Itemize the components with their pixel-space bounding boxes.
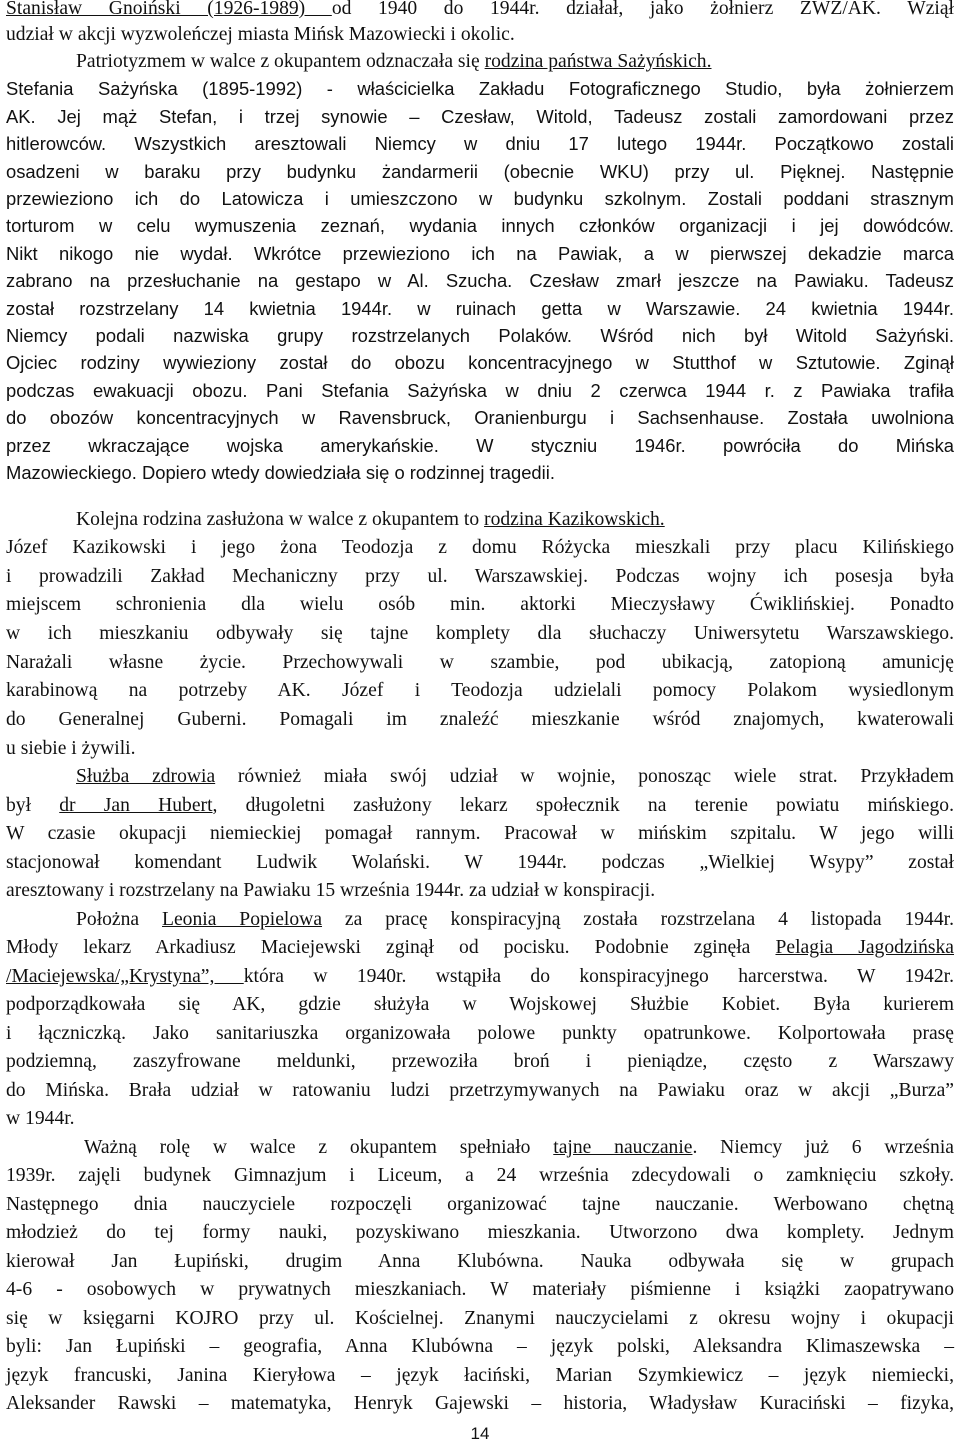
text-line xyxy=(6,1161,954,1190)
text-run: stacjonował komendant Ludwik Wolański. W 1944r. podczas „Wielkiej Wsypy” został xyxy=(6,852,954,873)
paragraph-start-line xyxy=(6,505,954,534)
text-run: W czasie okupacji niemieckiej pomagał rannym. Pracował w mińskim szpitalu. W jego willi xyxy=(6,823,954,844)
text-line xyxy=(6,1190,954,1219)
text-run: język francuski, Janina Kieryłowa – język łaciński, Marian Szymkiewicz – język niemiecki, xyxy=(6,1365,954,1386)
text-line xyxy=(6,705,954,734)
text-run: Stefania Sażyńska (1895-1992) - właścicielka Zakładu Fotograficznego Studio, była żołnierzem xyxy=(6,78,954,99)
text-run: , długoletni zasłużony lekarz społecznik na terenie powiatu mińskiego. xyxy=(212,795,954,816)
text-run: w 1944r. xyxy=(6,1108,75,1129)
text-line xyxy=(6,348,954,377)
text-run: karabinową na potrzeby AK. Józef i Teodozja udzielali pomocy Polakom wysiedlonym xyxy=(6,680,954,701)
text-run: Patriotyzmem w walce z okupantem odznaczała się xyxy=(76,51,485,72)
underlined-name: Leonia Popielowa xyxy=(162,909,323,930)
text-run: u siebie i żywili. xyxy=(6,738,136,759)
text-run: podziemną, zaszyfrowane meldunki, przewoziła broń i pieniądze, często z Warszawy xyxy=(6,1051,954,1072)
text-run: miejscem schronienia dla wielu osób min. aktorki Mieczysławy Ćwiklińskiej. Ponadto xyxy=(6,594,954,615)
text-line xyxy=(6,1332,954,1361)
text-run: aresztowany i rozstrzelany na Pawiaku 15 września 1944r. za udział w konspiracji. xyxy=(6,880,656,901)
text-line xyxy=(6,590,954,619)
text-line xyxy=(6,962,954,991)
text-run: za pracę konspiracyjną została rozstrzelana 4 listopada 1944r. xyxy=(322,909,954,930)
text-run: osadzeni w baraku przy budynku żandarmerii (obecnie WKU) przy ul. Pięknej. Następnie xyxy=(6,161,954,182)
text-line xyxy=(6,676,954,705)
text-run: się w księgarni KOJRO przy ul. Kościelnej. Znanymi nauczycielami z okresu wojny i okupacji xyxy=(6,1308,954,1329)
text-line xyxy=(6,1275,954,1304)
text-run: podporządkowała się AK, gdzie służyła w Wojskowej Służbie Kobiet. Była kurierem xyxy=(6,994,954,1015)
text-run: byli: Jan Łupiński – geografia, Anna Klubówna – język polski, Aleksandra Klimaszewska – xyxy=(6,1336,954,1357)
text-run: 1939r. zajęli budynek Gimnazjum i Liceum, a 24 września zdecydowali o zamknięciu szkoły. xyxy=(6,1165,954,1186)
text-run: i łączniczką. Jako sanitariuszka organizowała polowe punkty opatrunkowe. Kolportowała prasę xyxy=(6,1023,954,1044)
text-line xyxy=(6,74,954,103)
text-run: Nikt nikogo nie wydał. Wkrótce przewieziono ich na Pawiak, a w pierwszej dekadzie marca xyxy=(6,243,954,264)
text-line xyxy=(6,239,954,268)
text-line xyxy=(6,129,954,158)
text-run: Położna xyxy=(76,909,163,930)
text-line xyxy=(6,819,954,848)
text-line xyxy=(6,20,954,49)
text-run: również miała swój udział w wojnie, ponosząc wiele strat. Przykładem xyxy=(215,766,954,787)
text-run: Ważną rolę w walce z okupantem spełniało xyxy=(84,1137,554,1158)
text-run: w ich mieszkaniu odbywały się tajne komplety dla słuchaczy Uniwersytetu Warszawskiego. xyxy=(6,623,954,644)
text-run: młodzież do tej formy nauki, pozyskiwano mieszkania. Utworzono dwa komplety. Jednym xyxy=(6,1222,954,1243)
text-run: i prowadzili Zakład Mechaniczny przy ul. Warszawskiej. Podczas wojny ich posesja była xyxy=(6,566,954,587)
underlined-name: dr Jan Hubert xyxy=(59,795,213,816)
paragraph-start-line xyxy=(6,1133,954,1162)
text-line xyxy=(6,1076,954,1105)
text-line xyxy=(6,294,954,323)
text-line xyxy=(6,1218,954,1247)
text-run: Józef Kazikowski i jego żona Teodozja z domu Różycka mieszkali przy placu Kilińskiego xyxy=(6,537,954,558)
underlined-topic: Służba zdrowia xyxy=(76,766,216,787)
paragraph-start-line xyxy=(6,47,954,76)
paragraph-start-line xyxy=(6,905,954,934)
underlined-name: Stanisław Gnoiński (1926-1989) xyxy=(6,0,332,19)
text-line xyxy=(6,266,954,295)
text-run: do Mińska. Brała udział w ratowaniu ludzi przetrzymywanych na Pawiaku oraz w akcji „Burza” xyxy=(6,1080,954,1101)
text-line xyxy=(6,562,954,591)
text-run: do Generalnej Guberni. Pomagali im znaleźć mieszkanie wśród znajomych, kwaterowali xyxy=(6,709,954,730)
text-line xyxy=(6,1304,954,1333)
text-line xyxy=(6,1361,954,1390)
underlined-name: Pelagia Jagodzińska xyxy=(775,937,955,958)
text-run: . Niemcy już 6 września xyxy=(692,1137,954,1158)
text-run: przez wkraczające wojska amerykańskie. W styczniu 1946r. powróciła do Mińska xyxy=(6,435,954,456)
text-line xyxy=(6,533,954,562)
text-run: która w 1940r. wstąpiła do konspiracyjnego harcerstwa. W 1942r. xyxy=(243,966,954,987)
text-line xyxy=(6,791,954,820)
text-run: został rozstrzelany 14 kwietnia 1944r. w ruinach getta w Warszawie. 24 kwietnia 1944r. xyxy=(6,298,954,319)
underlined-family-name: rodzina Kazikowskich. xyxy=(484,509,665,530)
text-line xyxy=(6,1019,954,1048)
text-line xyxy=(6,157,954,186)
text-run: Kolejna rodzina zasłużona w walce z okupantem to xyxy=(76,509,485,530)
text-line xyxy=(6,990,954,1019)
underlined-name: /Maciejewska/„Krystyna”, xyxy=(6,966,244,987)
page-number: 14 xyxy=(470,1424,490,1443)
text-run: udział w akcji wyzwoleńczej miasta Mińsk Mazowiecki i okolic. xyxy=(6,24,515,45)
text-line xyxy=(6,619,954,648)
text-run: zabrano na przesłuchanie na gestapo w Al. Szucha. Czesław zmarł jeszcze na Pawiaku. Tadeusz xyxy=(6,270,954,291)
paragraph-start-line xyxy=(6,762,954,791)
text-line xyxy=(6,102,954,131)
text-line xyxy=(6,1247,954,1276)
text-run: Aleksander Rawski – matematyka, Henryk Gajewski – historia, Władysław Kuraciński – fizyka, xyxy=(6,1393,954,1414)
text-line xyxy=(6,1104,954,1133)
text-run: hitlerowców. Wszystkich aresztowali Niemcy w dniu 17 lutego 1944r. Początkowo zostali xyxy=(6,133,954,154)
text-line xyxy=(6,933,954,962)
text-run: kierował Jan Łupiński, drugim Anna Klubówna. Nauka odbywała się w grupach xyxy=(6,1251,954,1272)
text-run: Narażali własne życie. Przechowywali w szambie, pod ubikacją, zatopioną amunicję xyxy=(6,652,954,673)
text-run: Młody lekarz Arkadiusz Maciejewski zginął od pocisku. Podobnie zginęła xyxy=(6,937,776,958)
text-line xyxy=(6,1389,954,1418)
underlined-family-name: rodzina państwa Sażyńskich. xyxy=(484,51,712,72)
text-run: Ojciec rodziny wywieziony został do obozu koncentracyjnego w Stutthof w Sztutowie. Zginął xyxy=(6,352,954,373)
text-run: 4-6 - osobowych w prywatnych mieszkaniach. W materiały piśmienne i książki zaopatrywano xyxy=(6,1279,954,1300)
text-line xyxy=(6,734,954,763)
text-run: od 1940 do 1944r. działał, jako żołnierz ZWZ/AK. Wziął xyxy=(331,0,954,19)
text-run: Następnego dnia nauczyciele rozpoczęli organizować tajne nauczanie. Werbowano chętną xyxy=(6,1194,954,1215)
text-run: do obozów koncentracyjnych w Ravensbruck, Oranienburgu i Sachsenhause. Została uwolniona xyxy=(6,407,954,428)
text-line xyxy=(6,848,954,877)
text-run: Mazowieckiego. Dopiero wtedy dowiedziała się o rodzinnej tragedii. xyxy=(6,462,555,483)
text-line xyxy=(6,1047,954,1076)
text-run: torturom w celu wymuszenia zeznań, wydania innych członków organizacji i jej dowódców. xyxy=(6,215,954,236)
text-run: AK. Jej mąż Stefan, i trzej synowie – Czesław, Witold, Tadeusz zostali zamordowani przez xyxy=(6,106,954,127)
text-line xyxy=(6,321,954,350)
text-line xyxy=(6,184,954,213)
text-run: podczas ewakuacji obozu. Pani Stefania Sażyńska w dniu 2 czerwca 1944 r. z Pawiaka trafiła xyxy=(6,380,954,401)
text-line xyxy=(6,376,954,405)
text-run: Niemcy podali nazwiska grupy rozstrzelanych Polaków. Wśród nich był Witold Sażyński. xyxy=(6,325,954,346)
text-line xyxy=(6,431,954,460)
text-line xyxy=(6,403,954,432)
text-line xyxy=(6,648,954,677)
text-line xyxy=(6,876,954,905)
text-line xyxy=(6,458,954,487)
text-line xyxy=(6,211,954,240)
text-run: był xyxy=(6,795,60,816)
text-run: przewieziono ich do Latowicza i umieszczono w budynku szkolnym. Zostali poddani strasznym xyxy=(6,188,954,209)
underlined-topic: tajne nauczanie xyxy=(553,1137,693,1158)
